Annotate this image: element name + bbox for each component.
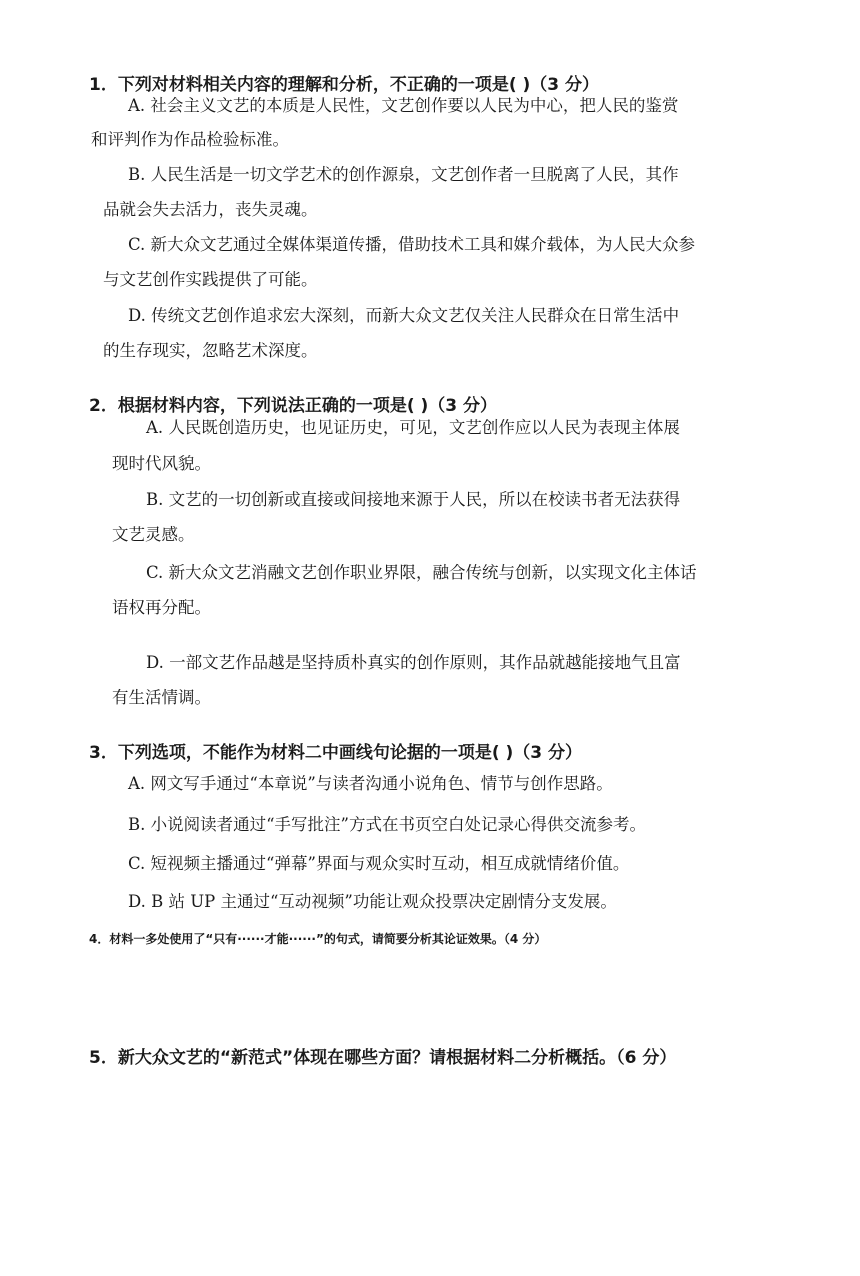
q1-option-b-line2: 品就会失去活力，丧失灵魂。 bbox=[103, 200, 318, 219]
question-1-title: 1．下列对材料相关内容的理解和分析，不正确的一项是( )（3 分） bbox=[89, 75, 600, 95]
question-2-title: 2．根据材料内容，下列说法正确的一项是( )（3 分） bbox=[89, 396, 498, 416]
question-3-title: 3．下列选项，不能作为材料二中画线句论据的一项是( )（3 分） bbox=[89, 743, 583, 763]
q1-option-b-line1: B. 人民生活是一切文学艺术的创作源泉，文艺创作者一旦脱离了人民，其作 bbox=[128, 165, 679, 184]
q1-option-a-line1: A. 社会主义文艺的本质是人民性，文艺创作要以人民为中心，把人民的鉴赏 bbox=[128, 96, 679, 115]
q3-option-b: B. 小说阅读者通过“手写批注”方式在书页空白处记录心得供交流参考。 bbox=[128, 815, 646, 834]
q1-option-d-line2: 的生存现实，忽略艺术深度。 bbox=[103, 341, 318, 360]
question-5-title: 5．新大众文艺的“新范式”体现在哪些方面？请根据材料二分析概括。（6 分） bbox=[89, 1048, 677, 1068]
q3-option-a: A. 网文写手通过“本章说”与读者沟通小说角色、情节与创作思路。 bbox=[128, 774, 613, 793]
q2-option-b-line1: B. 文艺的一切创新或直接或间接地来源于人民，所以在校读书者无法获得 bbox=[146, 490, 681, 509]
q2-option-a-line2: 现时代风貌。 bbox=[112, 454, 211, 473]
question-4-title: 4．材料一多处使用了“只有······才能······”的句式，请简要分析其论证效果。（4 分） bbox=[89, 932, 547, 946]
q1-option-a-line2: 和评判作为作品检验标准。 bbox=[91, 130, 289, 149]
q2-option-c-line2: 语权再分配。 bbox=[112, 598, 211, 617]
q2-option-c-line1: C. 新大众文艺消融文艺创作职业界限，融合传统与创新，以实现文化主体话 bbox=[146, 563, 697, 582]
q1-option-c-line1: C. 新大众文艺通过全媒体渠道传播，借助技术工具和媒介载体，为人民大众参 bbox=[128, 235, 696, 254]
q3-option-c: C. 短视频主播通过“弹幕”界面与观众实时互动，相互成就情绪价值。 bbox=[128, 854, 630, 873]
q2-option-d-line2: 有生活情调。 bbox=[112, 688, 211, 707]
q1-option-d-line1: D. 传统文艺创作追求宏大深刻，而新大众文艺仅关注人民群众在日常生活中 bbox=[128, 306, 680, 325]
q2-option-b-line2: 文艺灵感。 bbox=[112, 525, 195, 544]
q3-option-d: D. B 站 UP 主通过“互动视频”功能让观众投票决定剧情分支发展。 bbox=[128, 892, 617, 911]
q2-option-d-line1: D. 一部文艺作品越是坚持质朴真实的创作原则，其作品就越能接地气且富 bbox=[146, 653, 681, 672]
q2-option-a-line1: A. 人民既创造历史，也见证历史，可见，文艺创作应以人民为表现主体展 bbox=[146, 418, 680, 437]
q1-option-c-line2: 与文艺创作实践提供了可能。 bbox=[103, 270, 318, 289]
